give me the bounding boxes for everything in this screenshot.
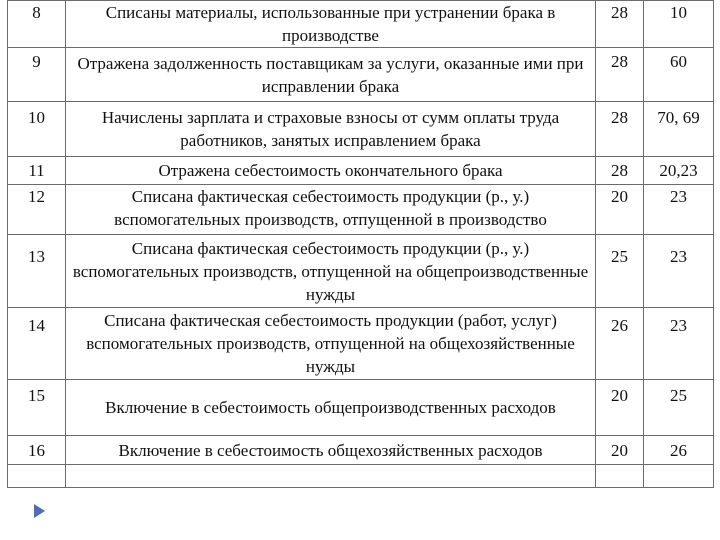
debit-account: 20 — [596, 380, 644, 436]
row-description: Списаны материалы, использованные при устранении брака в производстве — [66, 1, 596, 48]
debit-account: 25 — [596, 235, 644, 308]
debit-account: 28 — [596, 48, 644, 102]
table-row — [8, 1, 714, 48]
debit-account: 28 — [596, 157, 644, 185]
row-description: Отражена задолженность поставщикам за услуги, оказанные ими при исправлении брака — [66, 48, 596, 102]
empty-cell — [66, 465, 596, 488]
debit-account: 28 — [596, 102, 644, 157]
credit-account: 23 — [644, 308, 714, 380]
row-number: 13 — [8, 235, 66, 308]
triangle-right-icon[interactable] — [34, 504, 45, 518]
table-row — [8, 185, 714, 235]
empty-cell — [644, 465, 714, 488]
row-description: Начислены зарплата и страховые взносы от сумм оплаты труда работников, занятых исправлением брака — [66, 102, 596, 157]
table-row — [8, 308, 714, 380]
debit-account: 26 — [596, 308, 644, 380]
credit-account: 26 — [644, 436, 714, 465]
row-description: Списана фактическая себестоимость продукции (работ, услуг) вспомогательных производств, отпущенной на общехозяйственные нужды — [66, 308, 596, 380]
row-description: Отражена себестоимость окончательного брака — [66, 157, 596, 185]
table-row — [8, 48, 714, 102]
debit-account: 20 — [596, 185, 644, 235]
row-number: 16 — [8, 436, 66, 465]
table-row — [8, 235, 714, 308]
table-row — [8, 157, 714, 185]
row-number: 11 — [8, 157, 66, 185]
empty-cell — [596, 465, 644, 488]
table-row-empty — [8, 465, 714, 488]
credit-account: 10 — [644, 1, 714, 48]
row-number: 14 — [8, 308, 66, 380]
table-row — [8, 380, 714, 436]
table-row — [8, 436, 714, 465]
row-number: 9 — [8, 48, 66, 102]
row-number: 15 — [8, 380, 66, 436]
credit-account: 20,23 — [644, 157, 714, 185]
row-description: Списана фактическая себестоимость продукции (р., у.) вспомогательных производств, отпущенной на общепроизводственные нужды — [66, 235, 596, 308]
table-row — [8, 102, 714, 157]
debit-account: 20 — [596, 436, 644, 465]
debit-account: 28 — [596, 1, 644, 48]
credit-account: 25 — [644, 380, 714, 436]
credit-account: 70, 69 — [644, 102, 714, 157]
row-description: Включение в себестоимость общепроизводственных расходов — [66, 380, 596, 436]
credit-account: 23 — [644, 235, 714, 308]
row-description: Списана фактическая себестоимость продукции (р., у.) вспомогательных производств, отпущенной в производство — [66, 185, 596, 235]
row-number: 10 — [8, 102, 66, 157]
accounting-entries-table-frame — [7, 0, 713, 526]
empty-cell — [8, 465, 66, 488]
row-description: Включение в себестоимость общехозяйственных расходов — [66, 436, 596, 465]
row-number: 12 — [8, 185, 66, 235]
credit-account: 23 — [644, 185, 714, 235]
accounting-entries-table — [7, 0, 714, 488]
row-number: 8 — [8, 1, 66, 48]
credit-account: 60 — [644, 48, 714, 102]
